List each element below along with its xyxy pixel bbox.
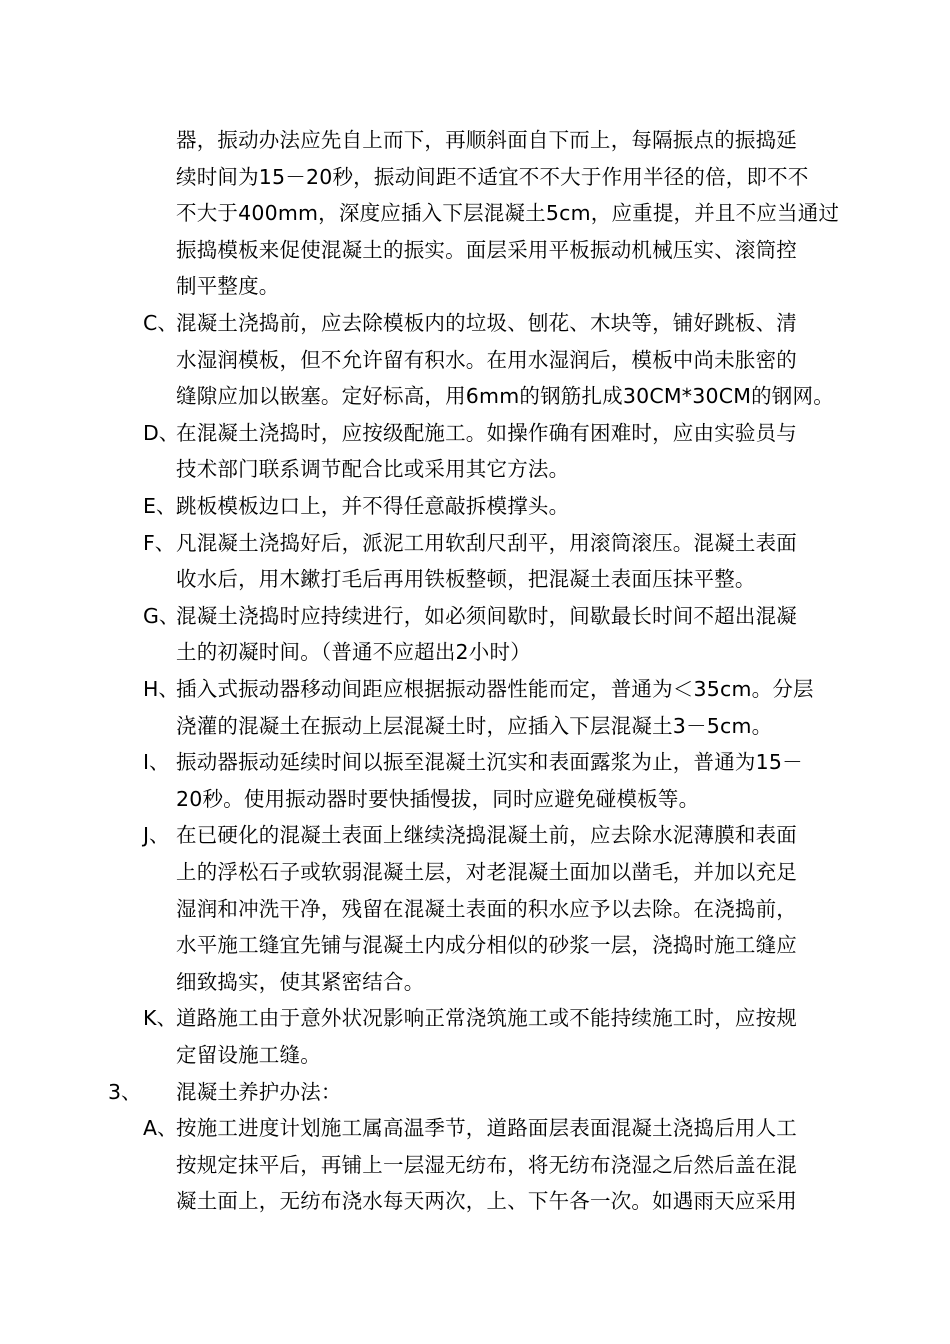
list-item-line: 按规定抹平后，再铺上一层湿无纺布，将无纺布浇湿之后然后盖在混 <box>176 1152 797 1177</box>
list-item-marker: K、 <box>143 1006 177 1031</box>
section-heading: 混凝土养护办法： <box>176 1079 342 1104</box>
list-item-line: 定留设施工缝。 <box>176 1043 321 1067</box>
list-item-line: 土的初凝时间。（普通不应超出2小时） <box>176 640 531 665</box>
list-item-line: 按施工进度计划施工属高温季节，道路面层表面混凝土浇捣后用人工 <box>176 1116 797 1141</box>
list-item-line: 凝土面上，无纺布浇水每天两次，上、下午各一次。如遇雨天应采用 <box>176 1189 797 1214</box>
list-item-line: 道路施工由于意外状况影响正常浇筑施工或不能持续施工时，应按规 <box>176 1006 797 1031</box>
list-item-line: 插入式振动器移动间距应根据振动器性能而定，普通为＜35cm。分层 <box>176 677 814 701</box>
list-item-marker: J、 <box>143 823 170 848</box>
list-item-line: 收水后，用木鏉打毛后再用铁板整顿，把混凝土表面压抹平整。 <box>176 567 756 592</box>
list-item-marker: G、 <box>143 603 180 628</box>
list-item-line: 混凝土浇捣前，应去除模板内的垃圾、刨花、木块等，铺好跳板、清 <box>176 311 797 335</box>
paragraph-line: 续时间为15－20秒，振动间距不适宜不不大于作用半径的倍，即不不 <box>176 164 809 189</box>
paragraph-line: 制平整度。 <box>176 274 280 299</box>
list-item-line: 浇灌的混凝土在振动上层混凝土时，应插入下层混凝土3－5cm。 <box>176 713 773 738</box>
list-item-marker: H、 <box>143 677 179 701</box>
list-item-marker: C、 <box>143 311 178 335</box>
list-item-line: 在已硬化的混凝土表面上继续浇捣混凝土前，应去除水泥薄膜和表面 <box>176 823 797 848</box>
list-item-line: 湿润和冲洗干净，残留在混凝土表面的积水应予以去除。在浇捣前， <box>176 896 797 921</box>
list-item-line: 技术部门联系调节配合比或采用其它方法。 <box>176 457 570 482</box>
list-item-line: 上的浮松石子或软弱混凝土层，对老混凝土面加以凿毛，并加以充足 <box>176 860 797 884</box>
list-item-line: 振动器振动延续时间以振至混凝土沉实和表面露浆为止，普通为15－ <box>176 750 803 775</box>
list-item-line: 混凝土浇捣时应持续进行，如必须间歇时，间歇最长时间不超出混凝 <box>176 603 797 628</box>
list-item-line: 跳板模板边口上，并不得任意敲拆模撑头。 <box>176 494 570 518</box>
list-item-marker: D、 <box>143 420 180 445</box>
list-item-line: 细致捣实，使其紧密结合。 <box>176 969 425 994</box>
list-item-marker: F、 <box>143 530 176 555</box>
list-item-line: 凡混凝土浇捣好后，派泥工用软刮尺刮平，用滚筒滚压。混凝土表面 <box>176 530 797 555</box>
paragraph-line: 不大于400mm，深度应插入下层混凝土5cm，应重提，并且不应当通过 <box>176 201 840 226</box>
list-item-line: 缝隙应加以嵌塞。定好标高，用6mm的钢筋扎成30CM*30CM的钢网。 <box>176 384 834 409</box>
list-item-marker: E、 <box>143 494 177 518</box>
paragraph-line: 振捣模板来促使混凝土的振实。面层采用平板振动机械压实、滚筒控 <box>176 237 797 262</box>
list-item-line: 在混凝土浇捣时，应按级配施工。如操作确有困难时，应由实验员与 <box>176 420 797 445</box>
list-item-line: 20秒。使用振动器时要快插慢拔，同时应避免碰模板等。 <box>176 786 700 811</box>
paragraph-line: 器，振动办法应先自上而下，再顺斜面自下而上，每隔振点的振捣延 <box>176 128 797 152</box>
list-item-marker: A、 <box>143 1116 178 1141</box>
section-number: 3、 <box>108 1079 142 1104</box>
list-item-line: 水平施工缝宜先铺与混凝土内成分相似的砂浆一层，浇捣时施工缝应 <box>176 933 797 958</box>
list-item-line: 水湿润模板，但不允许留有积水。在用水湿润后，模板中尚未胀密的 <box>176 347 797 372</box>
list-item-marker: I、 <box>143 750 170 775</box>
